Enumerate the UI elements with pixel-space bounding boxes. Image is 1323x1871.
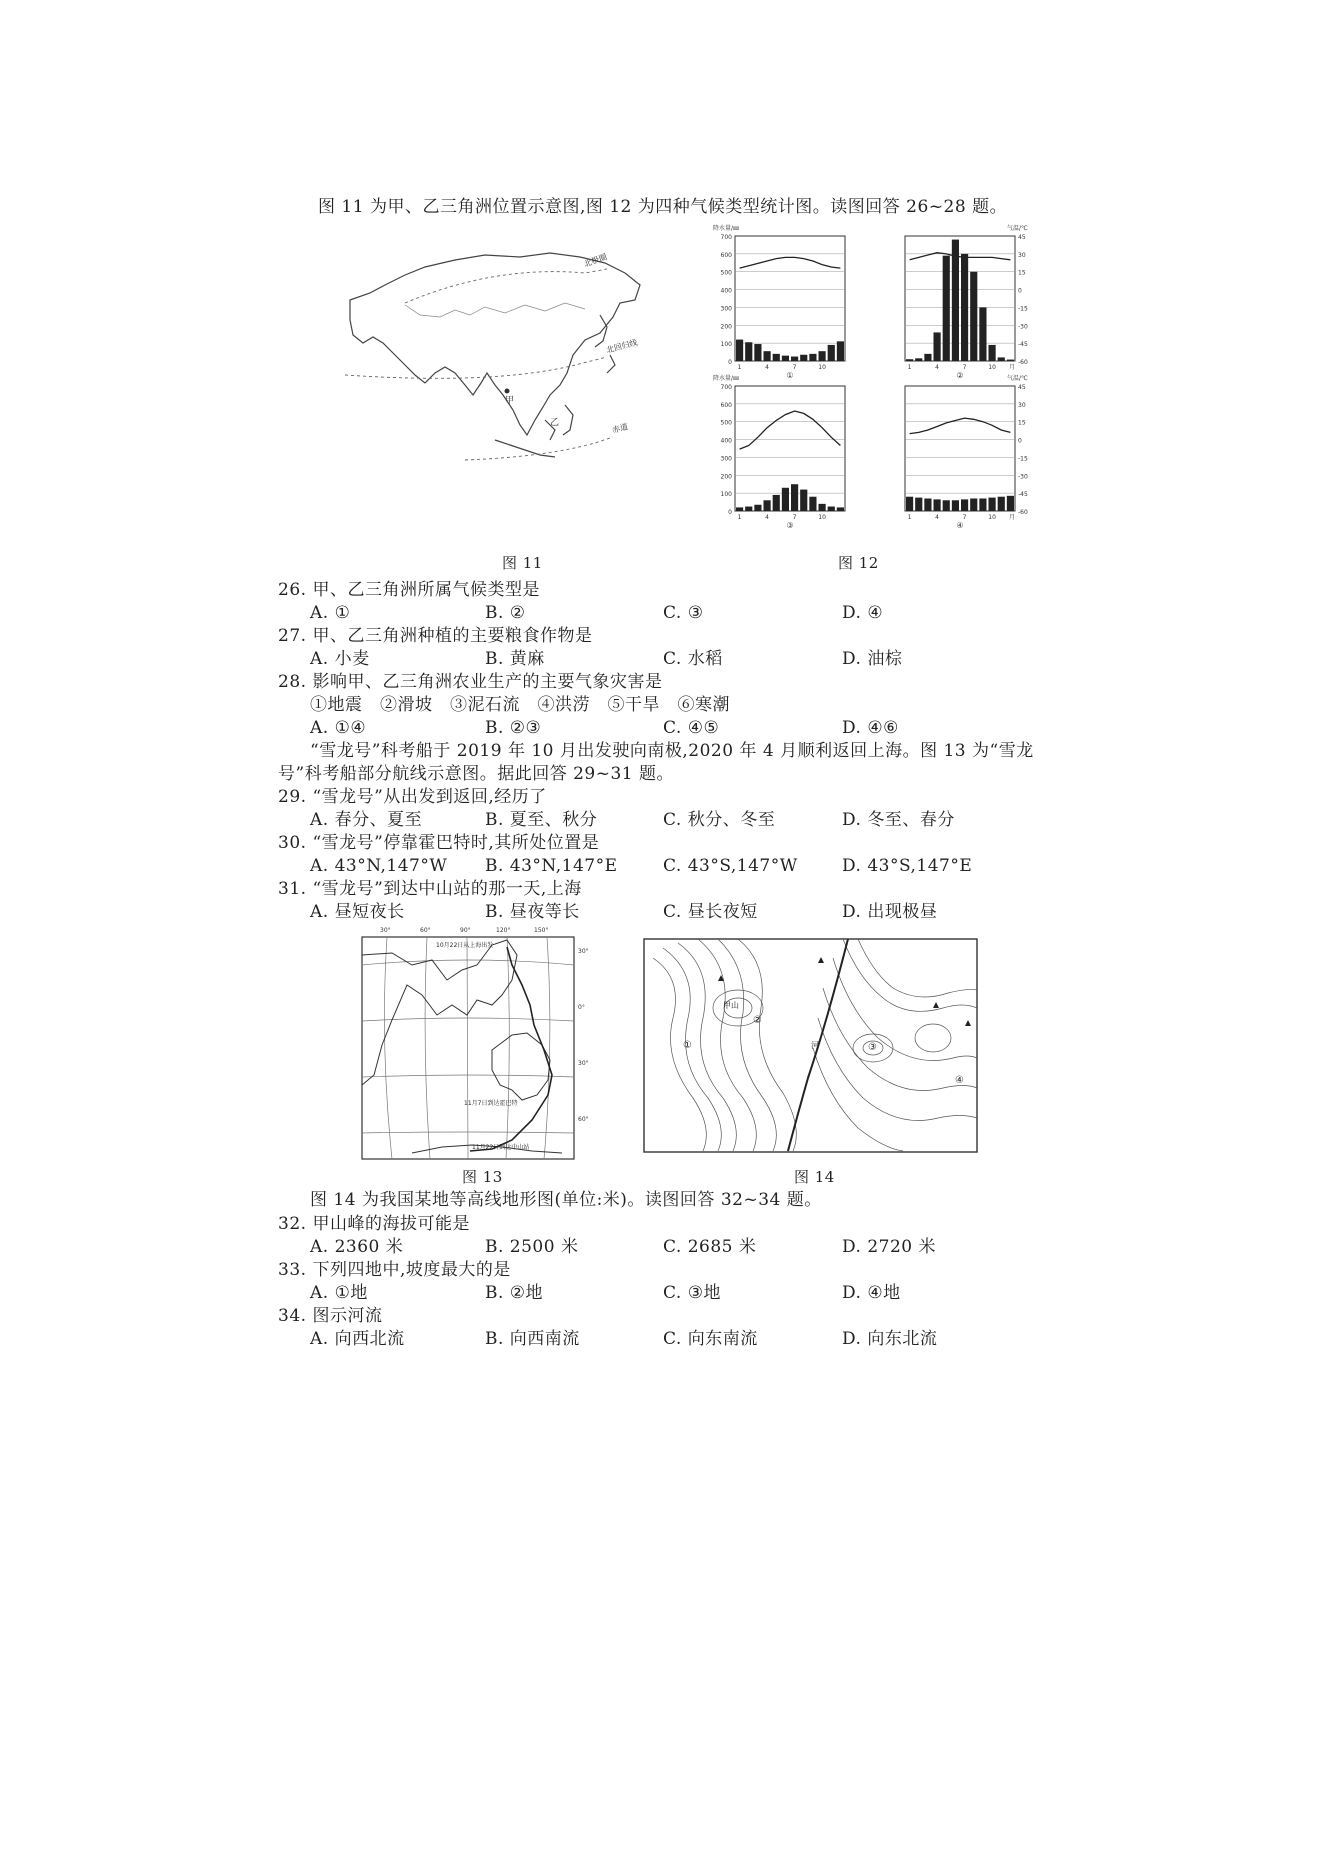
q29-stem: 29. “雪龙号”从出发到返回,经历了 <box>278 787 547 807</box>
intro-text-figure-14: 图 14 为我国某地等高线地形图(单位:米)。读图回答 32~34 题。 <box>310 1190 822 1210</box>
location-label-1: ① <box>683 1040 692 1051</box>
q26-option-c: C. ③ <box>663 603 704 623</box>
chart-2-temp-tick: 15 <box>1018 269 1026 277</box>
q31-option-b: B. 昼夜等长 <box>485 902 580 922</box>
chart-2-precip-bar <box>924 354 931 361</box>
chart-3-precip-bar <box>754 505 761 511</box>
figure-11-asia-map <box>345 245 705 495</box>
figure-11-caption: 图 11 <box>502 554 543 572</box>
chart-3-precip-tick: 200 <box>720 473 732 481</box>
intro-text-line-2: 号”科考船部分航线示意图。据此回答 29~31 题。 <box>278 764 675 784</box>
q33-option-d: D. ④地 <box>842 1283 901 1303</box>
q26-option-a: A. ① <box>310 603 351 623</box>
chart-1-precip-bar <box>782 356 789 361</box>
equator-label: 赤道 <box>611 422 629 435</box>
chart-4-precip-bar <box>934 499 941 511</box>
chart-4-month-tick: 10 <box>988 514 996 521</box>
chart-2-precip-bar <box>943 256 950 361</box>
chart-1-precip-tick: 700 <box>720 234 732 241</box>
chart-1-precip-bar <box>764 351 771 361</box>
chart-2-precip-bar <box>1007 360 1014 361</box>
chart-3-precip-bar <box>764 500 771 511</box>
q32-stem: 32. 甲山峰的海拔可能是 <box>278 1214 470 1234</box>
chart-1-precip-tick: 400 <box>720 287 732 295</box>
chart-3-month-tick: 1 <box>737 514 742 521</box>
chart-4-precip-bar <box>998 497 1005 511</box>
chart-1-precip-bar <box>837 341 844 361</box>
chart-1-precip-tick: 200 <box>720 323 732 331</box>
delta-jia-marker <box>505 389 510 394</box>
chart-2-precip-bar <box>979 307 986 361</box>
chart-2-precip-bar <box>952 240 959 361</box>
chart-1-precip-bar <box>828 345 835 361</box>
chart-4-temp-line <box>910 418 1011 434</box>
q33-option-b: B. ②地 <box>485 1283 544 1303</box>
location-label-4: ④ <box>955 1075 964 1086</box>
chart-2-frame <box>905 236 1015 361</box>
q26-stem: 26. 甲、乙三角洲所属气候类型是 <box>278 580 540 600</box>
chart-1-precip-tick: 600 <box>720 251 732 259</box>
q30-option-d: D. 43°S,147°E <box>842 856 973 876</box>
lat-tick-2: 0° <box>578 1004 585 1011</box>
chart-2-temp-tick: -30 <box>1018 323 1028 331</box>
chart-3-month-tick: 10 <box>818 514 826 521</box>
peak-marker-icon <box>965 1020 971 1026</box>
chart-4-month-unit: 月 <box>1009 514 1016 521</box>
q28-option-d: D. ④⑥ <box>842 718 899 738</box>
q28-option-a: A. ①④ <box>310 718 367 738</box>
tropic-line <box>345 357 607 378</box>
intro-text-line-1: “雪龙号”科考船于 2019 年 10 月出发驶向南极,2020 年 4 月顺利返回上海。图 13 为“雪龙 <box>310 741 1034 761</box>
chart-2-month-tick: 1 <box>907 364 912 371</box>
chart-3-precip-bar <box>800 490 807 511</box>
chart-2-temp-tick: -45 <box>1018 341 1028 349</box>
q28-list: ①地震 ②滑坡 ③泥石流 ④洪涝 ⑤干旱 ⑥寒潮 <box>310 695 730 715</box>
q34-option-b: B. 向西南流 <box>485 1329 580 1349</box>
chart-1-month-tick: 4 <box>765 364 769 371</box>
chart-1-precip-bar <box>745 342 752 361</box>
chart-3-frame <box>735 386 845 511</box>
peak-marker-icon <box>818 957 824 963</box>
chart-1-temp-line <box>740 257 841 268</box>
chart-1-precip-bar <box>809 354 816 361</box>
chart-3-precip-tick: 400 <box>720 437 732 445</box>
q33-option-a: A. ①地 <box>310 1283 368 1303</box>
chart-4-temp-tick: 45 <box>1018 384 1026 391</box>
chart-3-precip-tick: 700 <box>720 384 732 391</box>
chart-2-temp-tick: 30 <box>1018 251 1026 259</box>
chart-1-month-tick: 1 <box>737 364 742 371</box>
chart-2-temp-unit: 气温/℃ <box>1007 225 1028 232</box>
chart-3-precip-bar <box>782 488 789 511</box>
q28-option-c: C. ④⑤ <box>663 718 720 738</box>
q28-stem: 28. 影响甲、乙三角洲农业生产的主要气象灾害是 <box>278 672 663 692</box>
chart-3-precip-tick: 100 <box>720 491 732 499</box>
arctic-circle-label: 北极圈 <box>582 252 609 269</box>
chart-4-precip-bar <box>1007 496 1014 511</box>
chart-3-month-tick: 4 <box>765 514 769 521</box>
q28-option-b: B. ②③ <box>485 718 542 738</box>
chart-2-precip-bar <box>961 254 968 361</box>
chart-4-temp-tick: -60 <box>1018 509 1028 516</box>
chart-3-precip-bar <box>828 507 835 511</box>
chart-4-precip-bar <box>906 497 913 511</box>
q31-option-d: D. 出现极昼 <box>842 902 938 922</box>
chart-3-precip-tick: 500 <box>720 419 732 427</box>
chart-2-month-tick: 4 <box>935 364 939 371</box>
q34-option-a: A. 向西北流 <box>310 1329 405 1349</box>
chart-2-precip-bar <box>970 272 977 361</box>
chart-3-precip-bar <box>837 507 844 511</box>
chart-3-precip-bar <box>745 507 752 511</box>
q27-stem: 27. 甲、乙三角洲种植的主要粮食作物是 <box>278 626 593 646</box>
chart-1-label: ① <box>786 371 794 380</box>
q30-option-b: B. 43°N,147°E <box>485 856 618 876</box>
chart-4-temp-tick: -30 <box>1018 473 1028 481</box>
chart-4-temp-unit: 气温/℃ <box>1007 375 1028 382</box>
q26-option-d: D. ④ <box>842 603 884 623</box>
chart-2-temp-tick: -15 <box>1018 305 1028 313</box>
lon-tick-4: 120° <box>496 927 511 934</box>
q30-option-c: C. 43°S,147°W <box>663 856 798 876</box>
chart-1-precip-tick: 300 <box>720 305 732 313</box>
chart-4-temp-tick: 15 <box>1018 419 1026 427</box>
chart-4-precip-bar <box>961 499 968 511</box>
q31-option-a: A. 昼短夜长 <box>310 902 405 922</box>
q33-option-c: C. ③地 <box>663 1283 721 1303</box>
chart-2-temp-tick: 45 <box>1018 234 1026 241</box>
q31-option-c: C. 昼长夜短 <box>663 902 758 922</box>
lon-tick-3: 90° <box>460 927 471 934</box>
chart-3-temp-line <box>740 411 841 449</box>
chart-1-precip-bar <box>819 351 826 361</box>
figure-13-caption: 图 13 <box>462 1168 503 1186</box>
lon-tick-5: 150° <box>534 927 549 934</box>
figure-14-contour-map <box>643 938 978 1153</box>
chart-1-precip-tick: 0 <box>728 359 732 366</box>
q29-option-c: C. 秋分、冬至 <box>663 810 776 830</box>
q26-option-b: B. ② <box>485 603 526 623</box>
chart-2-precip-bar <box>906 359 913 361</box>
peak-marker-icon <box>933 1002 939 1008</box>
chart-4-precip-bar <box>924 499 931 512</box>
chart-3-precip-unit: 降水量/㎜ <box>713 375 740 382</box>
q34-stem: 34. 图示河流 <box>278 1306 383 1326</box>
chart-2-month-tick: 10 <box>988 364 996 371</box>
q29-option-a: A. 春分、夏至 <box>310 810 423 830</box>
ship-route <box>470 947 552 1151</box>
q34-option-d: D. 向东北流 <box>842 1329 938 1349</box>
q27-option-c: C. 水稻 <box>663 649 723 669</box>
chart-2-precip-bar <box>998 357 1005 361</box>
chart-4-precip-bar <box>970 499 977 512</box>
chart-4-precip-bar <box>989 498 996 511</box>
intro-text-figures-11-12: 图 11 为甲、乙三角洲位置示意图,图 12 为四种气候类型统计图。读图回答 26~28 题。 <box>318 197 1008 217</box>
chart-3-label: ③ <box>786 521 794 530</box>
hobart-label: 11月7日到达霍巴特 <box>464 1100 518 1107</box>
chart-1-precip-bar <box>773 354 780 361</box>
chart-2-precip-bar <box>934 332 941 361</box>
figure-14-caption: 图 14 <box>794 1168 835 1186</box>
q27-option-a: A. 小麦 <box>310 649 370 669</box>
q32-option-d: D. 2720 米 <box>842 1237 936 1257</box>
chart-2-label: ② <box>956 371 964 380</box>
chart-4-precip-bar <box>952 500 959 511</box>
chart-3-precip-tick: 0 <box>728 509 732 516</box>
q27-option-b: B. 黄麻 <box>485 649 545 669</box>
lon-tick-1: 30° <box>380 927 391 934</box>
chart-3-precip-bar <box>736 507 743 511</box>
lon-tick-2: 60° <box>420 927 431 934</box>
q32-option-a: A. 2360 米 <box>310 1237 404 1257</box>
q29-option-d: D. 冬至、春分 <box>842 810 955 830</box>
q32-option-c: C. 2685 米 <box>663 1237 757 1257</box>
delta-jia-label: 甲 <box>505 396 515 406</box>
chart-4-temp-tick: 30 <box>1018 401 1026 409</box>
q34-option-c: C. 向东南流 <box>663 1329 758 1349</box>
chart-3-precip-bar <box>773 495 780 511</box>
chart-2-precip-bar <box>915 358 922 361</box>
location-label-3: ③ <box>868 1042 877 1053</box>
figure-12-caption: 图 12 <box>838 554 879 572</box>
chart-1-precip-tick: 500 <box>720 269 732 277</box>
chart-2-temp-tick: 0 <box>1018 287 1022 295</box>
chart-4-frame <box>905 386 1015 511</box>
chart-1-precip-bar <box>800 355 807 361</box>
chart-4-month-tick: 4 <box>935 514 939 521</box>
chart-2-temp-tick: -60 <box>1018 359 1028 366</box>
tropic-label: 北回归线 <box>605 337 639 355</box>
chart-4-precip-bar <box>979 499 986 512</box>
chart-3-precip-tick: 600 <box>720 401 732 409</box>
arctic-circle-line <box>405 269 607 303</box>
chart-3-precip-bar <box>791 484 798 511</box>
chart-4-label: ④ <box>956 521 964 530</box>
chart-4-temp-tick: 0 <box>1018 437 1022 445</box>
q33-stem: 33. 下列四地中,坡度最大的是 <box>278 1260 511 1280</box>
location-label-2: ② <box>753 1015 762 1026</box>
q27-option-d: D. 油棕 <box>842 649 903 669</box>
chart-2-precip-bar <box>989 345 996 361</box>
q31-stem: 31. “雪龙号”到达中山站的那一天,上海 <box>278 879 582 899</box>
lat-tick-1: 30° <box>578 948 589 955</box>
peak-jia-label: 甲山 <box>723 1001 739 1010</box>
chart-1-month-tick: 10 <box>818 364 826 371</box>
chart-1-precip-bar <box>736 340 743 361</box>
asia-coastline <box>350 253 640 435</box>
lat-tick-3: 30° <box>578 1060 589 1067</box>
chart-3-precip-tick: 300 <box>720 455 732 463</box>
chart-4-month-tick: 7 <box>962 514 967 521</box>
chart-4-temp-tick: -15 <box>1018 455 1028 463</box>
chart-3-precip-bar <box>809 497 816 511</box>
chart-1-precip-unit: 降水量/㎜ <box>713 225 740 232</box>
figure-12-climate-charts <box>705 210 1035 530</box>
chart-2-month-unit: 月 <box>1009 364 1016 371</box>
route-start-label: 10月22日从上海出发 <box>436 942 494 949</box>
chart-4-temp-tick: -45 <box>1018 491 1028 499</box>
q30-stem: 30. “雪龙号”停靠霍巴特时,其所处位置是 <box>278 833 600 853</box>
river-label-1: 河 <box>811 1041 819 1050</box>
zhongshan-label: 11月22日到达中山站 <box>472 1144 530 1151</box>
chart-3-precip-bar <box>819 504 826 511</box>
equator-line <box>465 437 613 460</box>
chart-4-precip-bar <box>915 498 922 511</box>
chart-1-precip-tick: 100 <box>720 341 732 349</box>
chart-1-month-tick: 7 <box>792 364 797 371</box>
chart-1-precip-bar <box>754 344 761 361</box>
chart-4-month-tick: 1 <box>907 514 912 521</box>
lat-tick-4: 60° <box>578 1116 589 1123</box>
q29-option-b: B. 夏至、秋分 <box>485 810 598 830</box>
chart-2-month-tick: 7 <box>962 364 967 371</box>
chart-3-month-tick: 7 <box>792 514 797 521</box>
chart-4-precip-bar <box>943 500 950 511</box>
q30-option-a: A. 43°N,147°W <box>310 856 448 876</box>
chart-1-precip-bar <box>791 357 798 361</box>
q32-option-b: B. 2500 米 <box>485 1237 579 1257</box>
delta-yi-label: 乙 <box>550 418 560 428</box>
figure-13-route-map <box>352 925 592 1165</box>
